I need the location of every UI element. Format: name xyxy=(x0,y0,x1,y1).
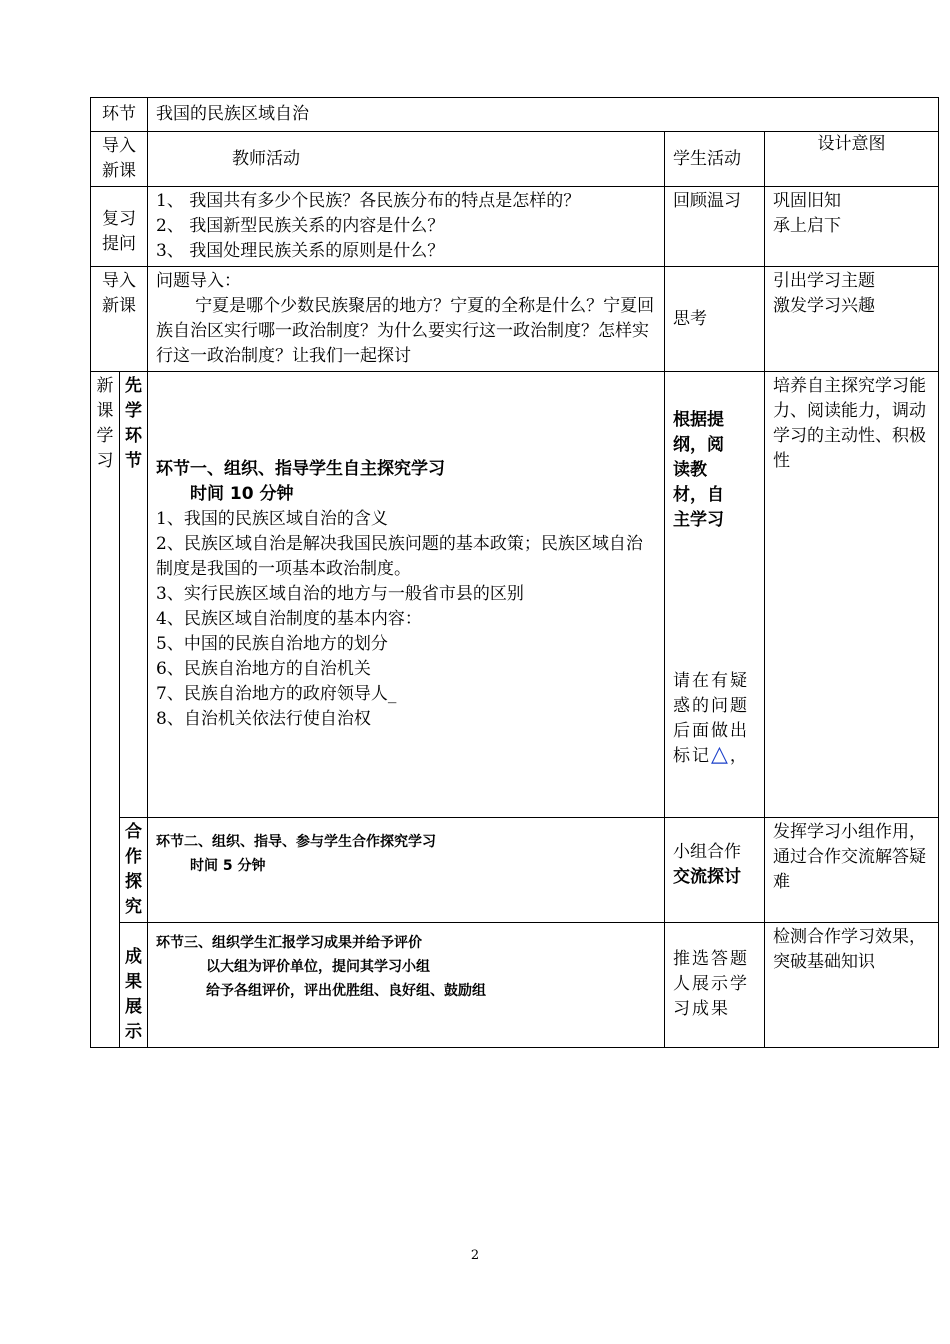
show-student-cell xyxy=(665,923,765,1048)
coop-intent-cell xyxy=(765,818,939,923)
subheader-row xyxy=(91,132,939,187)
pre-study-item-1: 1、我国的民族区域自治的含义 xyxy=(156,509,388,529)
intro-intent-cell xyxy=(765,267,939,372)
teacher-activity-header: 教师活动 xyxy=(232,148,300,169)
pre-study-item-8: 8、自治机关依法行使自治权 xyxy=(156,709,371,729)
lesson-title-cell xyxy=(148,98,939,132)
intro-intent-1: 引出学习主题 xyxy=(773,271,875,291)
show-student: 推选答题人展示学习成果 xyxy=(673,949,749,1019)
coop-row xyxy=(91,818,939,923)
intro-intent-2: 激发学习兴趣 xyxy=(773,296,875,316)
intro-student: 思考 xyxy=(673,308,707,329)
review-intent-2: 承上启下 xyxy=(773,216,841,236)
coop-student-a: 小组合作 xyxy=(673,842,741,862)
coop-label-cell xyxy=(120,818,148,923)
coop-time: 时间 5 分钟 xyxy=(190,858,266,874)
show-intent-cell xyxy=(765,923,939,1048)
pre-study-item-3: 3、实行民族区域自治的地方与一般省市县的区别 xyxy=(156,584,524,604)
intro-text: 宁夏是哪个少数民族聚居的地方？宁夏的全称是什么？宁夏回族自治区实行哪一政治制度？为什么要实行这一政治制度？怎样实行这一政治制度？让我们一起探讨 xyxy=(156,296,655,366)
pre-study-note-comma: ， xyxy=(729,746,749,766)
lesson-title: 我国的民族区域自治 xyxy=(156,104,309,124)
student-activity-header: 学生活动 xyxy=(673,148,741,169)
subheader-stage: 导入新课 xyxy=(102,136,136,181)
coop-title: 环节二、组织、指导、参与学生合作探究学习 xyxy=(156,834,436,850)
review-stage: 复习提问 xyxy=(102,209,136,254)
show-label-cell xyxy=(120,923,148,1048)
student-activity-header-cell xyxy=(665,132,765,187)
pre-study-student-cell xyxy=(665,372,765,818)
pre-study-row xyxy=(91,372,939,818)
new-lesson-stage-cell xyxy=(91,372,120,1048)
pre-study-student-bold: 根据提纲，阅读教材，自主学习 xyxy=(673,410,724,530)
pre-study-time: 时间 10 分钟 xyxy=(190,484,294,504)
pre-study-item-7: 7、民族自治地方的政府领导人_ xyxy=(156,684,397,704)
pre-study-label: 先学环节 xyxy=(125,376,142,471)
intro-student-cell xyxy=(665,267,765,372)
pre-study-content-cell xyxy=(148,372,665,818)
coop-content-cell xyxy=(148,818,665,923)
pre-study-student-note: 请在有疑惑的问题后面做出标记 xyxy=(673,671,749,766)
intro-stage: 导入新课 xyxy=(102,271,136,316)
intro-title: 问题导入： xyxy=(156,271,241,291)
show-line-2: 给予各组评价，评出优胜组、良好组、鼓励组 xyxy=(206,983,486,999)
review-student: 回顾温习 xyxy=(673,191,741,211)
pre-study-item-4: 4、民族区域自治制度的基本内容： xyxy=(156,609,422,629)
show-intent: 检测合作学习效果，突破基础知识 xyxy=(773,927,926,972)
review-student-cell xyxy=(665,187,765,267)
review-questions-cell xyxy=(148,187,665,267)
coop-intent: 发挥学习小组作用，通过合作交流解答疑难 xyxy=(773,822,926,892)
design-intent-header-cell xyxy=(765,132,939,187)
design-intent-header: 设计意图 xyxy=(817,134,886,154)
pre-study-item-5: 5、中国的民族自治地方的划分 xyxy=(156,634,388,654)
show-label: 成果展示 xyxy=(125,947,142,1042)
intro-row xyxy=(91,267,939,372)
review-question-1: 1、 我国共有多少个民族？各民族分布的特点是怎样的？ xyxy=(156,191,581,211)
review-row xyxy=(91,187,939,267)
intro-stage-cell xyxy=(91,267,148,372)
pre-study-intent-cell xyxy=(765,372,939,818)
review-intent-cell xyxy=(765,187,939,267)
review-stage-cell xyxy=(91,187,148,267)
coop-label: 合作探究 xyxy=(125,822,142,917)
new-lesson-stage: 新课学习 xyxy=(96,376,114,471)
review-question-3: 3、 我国处理民族关系的原则是什么？ xyxy=(156,241,445,261)
pre-study-title: 环节一、组织、指导学生自主探究学习 xyxy=(156,459,445,479)
intro-text-cell xyxy=(148,267,665,372)
pre-study-student-note-wrap xyxy=(673,669,756,769)
teacher-activity-header-cell xyxy=(148,132,665,187)
pre-study-item-6: 6、民族自治地方的自治机关 xyxy=(156,659,371,679)
show-row xyxy=(91,923,939,1048)
subheader-stage-cell xyxy=(91,132,148,187)
triangle-mark-icon: △ xyxy=(711,742,730,767)
pre-study-intent: 培养自主探究学习能力、阅读能力，调动学习的主动性、积极性 xyxy=(773,376,926,471)
pre-study-item-2: 2、民族区域自治是解决我国民族问题的基本政策；民族区域自治制度是我国的一项基本政治制度。 xyxy=(156,534,643,579)
review-question-2: 2、 我国新型民族关系的内容是什么？ xyxy=(156,216,445,236)
header-stage-cell xyxy=(91,98,148,132)
show-content-cell xyxy=(148,923,665,1048)
page-number: 2 xyxy=(470,1248,480,1263)
lesson-plan-table xyxy=(90,97,939,1048)
coop-student-b: 交流探讨 xyxy=(673,867,741,887)
header-stage: 环节 xyxy=(102,104,136,124)
pre-study-label-cell xyxy=(120,372,148,818)
review-intent-1: 巩固旧知 xyxy=(773,191,841,211)
coop-student-cell xyxy=(665,818,765,923)
header-row xyxy=(91,98,939,132)
show-line-1: 以大组为评价单位，提问其学习小组 xyxy=(206,959,430,975)
show-title: 环节三、组织学生汇报学习成果并给予评价 xyxy=(156,935,422,951)
